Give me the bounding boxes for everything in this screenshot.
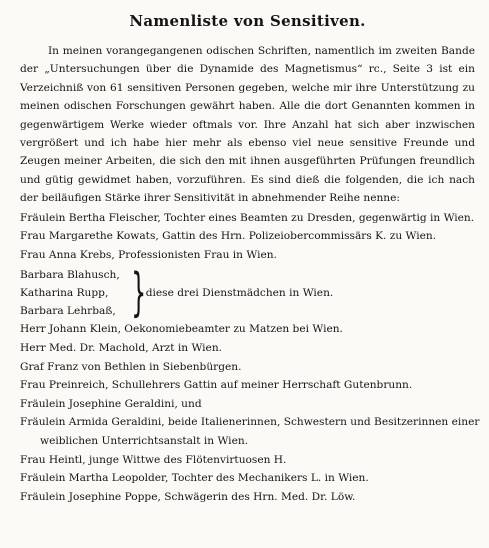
list-entry-poppe: Fräulein Josephine Poppe, Schwägerin des Hrn. Med. Dr. Löw. bbox=[20, 490, 356, 503]
servants-group bbox=[20, 263, 475, 324]
list-entry-heintl: Frau Heintl, junge Wittwe des Flötenvirtuosen H. bbox=[20, 453, 287, 466]
list-entry-kowats: Frau Margarethe Kowats, Gattin des Hrn. Polizeiobercommissärs K. zu Wien. bbox=[20, 230, 437, 243]
list-entry-armida-geraldini-cont: weiblichen Unterrichtsanstalt in Wien. bbox=[40, 435, 249, 447]
page-title: Namenliste von Sensitiven. bbox=[129, 12, 366, 30]
list-entry-josephine-geraldini: Fräulein Josephine Geraldini, und bbox=[20, 397, 202, 410]
list-entry-preinreich: Frau Preinreich, Schullehrers Gattin auf meiner Herrschaft Gutenbrunn. bbox=[20, 379, 413, 392]
list-entry-krebs: Frau Anna Krebs, Professionisten Frau in Wien. bbox=[20, 248, 277, 261]
list-entry-bethlen: Graf Franz von Bethlen in Siebenbürgen. bbox=[20, 360, 242, 373]
list-entry-leopolder: Fräulein Martha Leopolder, Tochter des Mechanikers L. in Wien. bbox=[20, 472, 369, 485]
servants-names bbox=[20, 266, 120, 320]
list-entry-lehrbass: Barbara Lehrbaß, bbox=[20, 305, 116, 318]
list-entry-fleischer: Fräulein Bertha Fleischer, Tochter eines Beamten zu Dresden, gegenwärtig in Wien. bbox=[20, 211, 475, 224]
sensitives-list bbox=[20, 209, 480, 507]
list-entry-machold: Herr Med. Dr. Machold, Arzt in Wien. bbox=[20, 342, 223, 355]
list-entry-armida-geraldini: Fräulein Armida Geraldini, beide Italienerinnen, Schwestern und Besitzerinnen einer bbox=[20, 416, 480, 429]
list-entry-rupp: Katharina Rupp, bbox=[20, 287, 109, 300]
list-entry-blahusch: Barbara Blahusch, bbox=[20, 269, 120, 282]
right-brace-icon: } bbox=[131, 263, 146, 324]
intro-paragraph: In meinen vorangegangenen odischen Schriften, namentlich im zweiten Bande der „Untersuchungen über die Dynamide des Magnetismus“ rc., Seite 3 ist ein Verzeichniß von 61 sensitiven Personen gegeben, welche mir ihre Unterstützung zu meinen odischen Forschungen gewährt haben. Alle die dort Genannten kommen in gegenwärtigem Werke wieder oftmals vor. Ihre Anzahl hat sich aber inzwischen vergrößert und ich habe hier mehr als ebenso viel neue sensitive Freunde und Zeugen meiner Arbeiten, die sich den mit ihnen ausgeführten Prüfungen freundlich und gütig gewidmet haben, vorzuführen. Es sind dieß die folgenden, die ich nach der beiläufigen Stärke ihrer Sensitivität in abnehmender Reihe nenne: bbox=[20, 45, 475, 205]
servants-description: diese drei Dienstmädchen in Wien. bbox=[145, 287, 334, 300]
list-entry-klein: Herr Johann Klein, Oekonomiebeamter zu Matzen bei Wien. bbox=[20, 323, 343, 336]
